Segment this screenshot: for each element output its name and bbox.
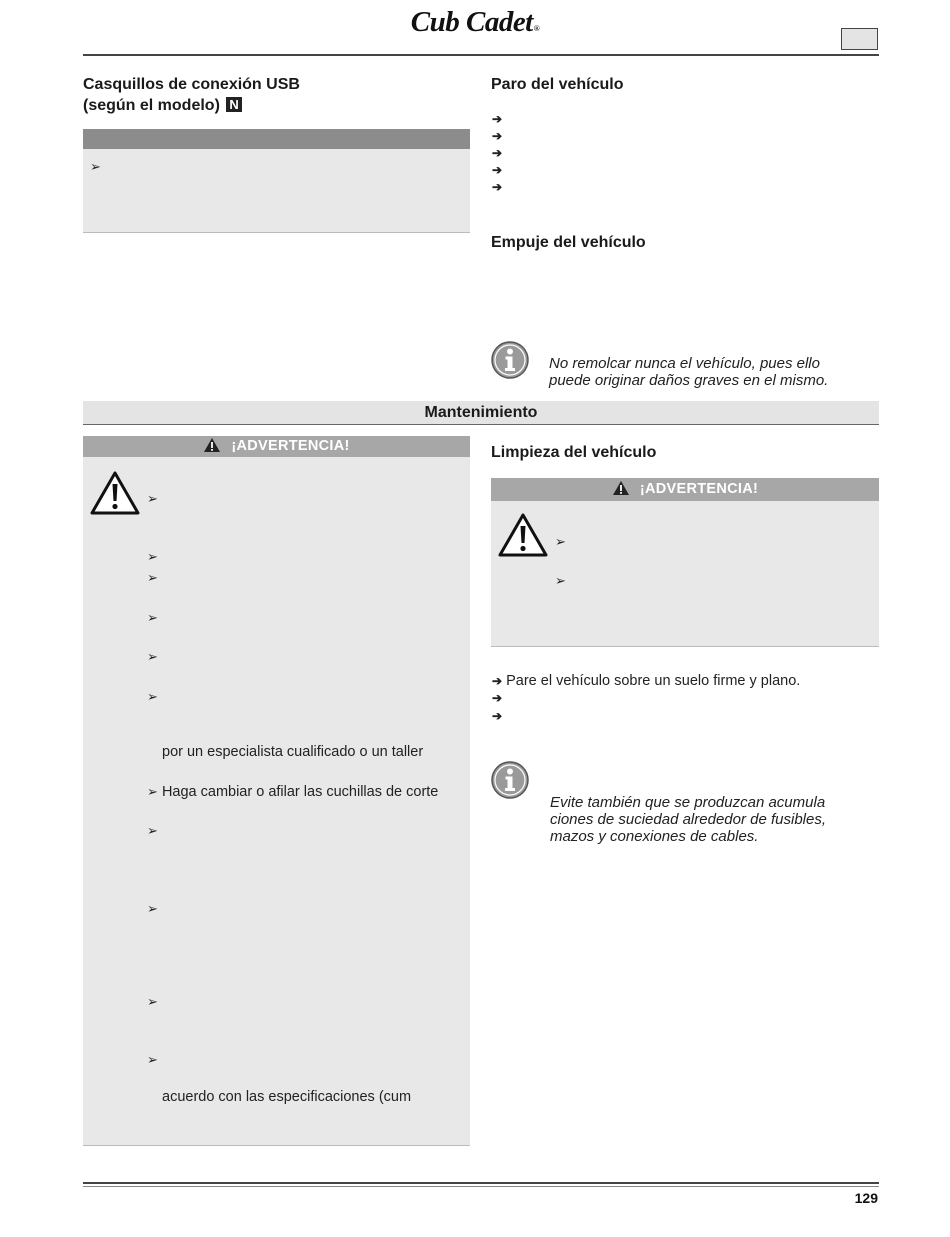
warning-bullet: ➢ xyxy=(147,610,158,625)
maintenance-text-blades: Haga cambiar o afilar las cuchillas de corte xyxy=(161,784,439,800)
warning-bullet: ➢ xyxy=(147,901,158,916)
stop-steps xyxy=(492,111,502,196)
cleaning-step-arrow: ➔ xyxy=(492,674,503,688)
maintenance-section-title: Mantenimiento xyxy=(83,401,879,425)
cleaning-warning-label: ¡ADVERTENCIA! xyxy=(639,481,759,497)
logo-registered-mark: ® xyxy=(533,24,540,33)
brand-logo xyxy=(0,6,950,39)
usb-title-line2: (según el modelo) N xyxy=(83,95,300,116)
warning-bullet: ➢ xyxy=(555,534,566,549)
warning-bullet: ➢ xyxy=(147,649,158,664)
warning-bullet: ➢ xyxy=(147,823,158,838)
maintenance-warning-bar xyxy=(83,436,470,457)
warning-small-icon xyxy=(612,480,630,504)
cleaning-info-note xyxy=(550,794,826,845)
info-icon xyxy=(491,341,529,384)
stop-step-arrow: ➔ xyxy=(492,146,503,160)
usb-bullet: ➢ xyxy=(90,159,101,174)
warning-bullet: ➢ xyxy=(147,549,158,564)
cleaning-step-arrow: ➔ xyxy=(492,691,503,705)
maintenance-text-specs: acuerdo con las especificaciones (cum xyxy=(162,1089,412,1105)
usb-panel-bar xyxy=(83,129,470,149)
cleaning-step-1-text: Pare el vehículo sobre un suelo firme y plano. xyxy=(506,673,801,689)
push-title: Empuje del vehículo xyxy=(491,234,646,251)
maintenance-warning-panel xyxy=(83,436,470,1146)
stop-title: Paro del vehículo xyxy=(491,76,624,93)
warning-bullet: ➢ xyxy=(147,994,158,1009)
page-number: 129 xyxy=(854,1190,878,1206)
usb-title-line1: Casquillos de conexión USB xyxy=(83,76,300,93)
push-note-line1: No remolcar nunca el vehículo, pues ello xyxy=(549,355,820,372)
cleaning-step-1 xyxy=(492,672,800,690)
usb-info-panel xyxy=(83,129,470,233)
info-icon xyxy=(491,761,529,804)
warning-large-icon xyxy=(497,512,549,563)
cleaning-step-arrow: ➔ xyxy=(492,709,503,723)
header-rule xyxy=(83,54,879,56)
cleaning-warning-panel xyxy=(491,478,879,647)
warning-bullet: ➢ xyxy=(147,784,158,799)
cleaning-warning-bar xyxy=(491,478,879,501)
warning-bullet: ➢ xyxy=(147,570,158,585)
push-note-line2: puede originar daños graves en el mismo. xyxy=(549,372,829,389)
cleaning-note-line2: ciones de suciedad alrededor de fusibles, xyxy=(550,811,827,828)
push-info-note xyxy=(549,355,828,389)
warning-bullet: ➢ xyxy=(147,1052,158,1067)
cleaning-note-line1: Evite también que se produzcan acumula xyxy=(550,794,826,811)
cleaning-title: Limpieza del vehículo xyxy=(491,444,657,461)
maintenance-text-specialist: por un especialista cualificado o un taller xyxy=(162,744,424,760)
language-tab-box xyxy=(841,28,878,50)
footer-rule xyxy=(83,1182,879,1184)
model-badge-n: N xyxy=(226,97,241,112)
warning-large-icon xyxy=(89,470,141,521)
warning-bullet: ➢ xyxy=(147,689,158,704)
logo-text: Cub Cadet xyxy=(410,6,533,38)
footer-rule-thin xyxy=(83,1186,879,1187)
maintenance-blades-item xyxy=(147,783,438,801)
cleaning-note-line3: mazos y conexiones de cables. xyxy=(550,828,759,845)
warning-small-icon xyxy=(203,437,221,460)
warning-bullet: ➢ xyxy=(555,573,566,588)
stop-step-arrow: ➔ xyxy=(492,180,503,194)
maintenance-warning-label: ¡ADVERTENCIA! xyxy=(231,438,350,454)
stop-step-arrow: ➔ xyxy=(492,129,503,143)
stop-step-arrow: ➔ xyxy=(492,112,503,126)
usb-heading xyxy=(83,74,300,116)
warning-bullet: ➢ xyxy=(147,491,158,506)
stop-step-arrow: ➔ xyxy=(492,163,503,177)
